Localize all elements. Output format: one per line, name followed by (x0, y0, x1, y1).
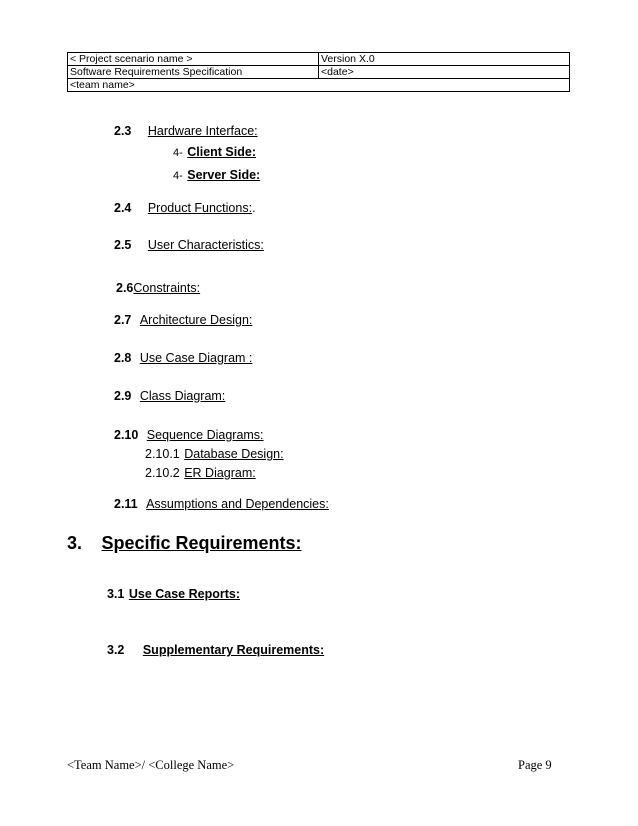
section-2-10-2 (145, 464, 256, 482)
footer-team-college: <Team Name>/ <College Name> (67, 758, 235, 772)
doc-title-cell: Software Requirements Specification (68, 66, 319, 79)
section-number: 2.8 (114, 351, 132, 365)
section-2-8 (114, 349, 252, 367)
section-3-1 (107, 585, 240, 603)
section-number: 2.5 (114, 238, 132, 252)
item-prefix: 4- (173, 147, 183, 159)
section-label: Specific Requirements: (101, 533, 302, 553)
project-name-cell: < Project scenario name > (68, 53, 319, 66)
item-label: Server Side: (187, 168, 261, 182)
section-label: Product Functions: (147, 201, 253, 215)
footer-page-number: Page 9 (518, 758, 552, 772)
section-number: 2.4 (114, 201, 132, 215)
section-label: ER Diagram: (184, 466, 256, 480)
section-number: 2.10.2 (145, 466, 180, 480)
section-2-10 (114, 426, 264, 444)
section-number: 2.3 (114, 124, 132, 138)
section-number: 2.10.1 (145, 447, 180, 461)
section-2-5 (114, 236, 264, 254)
version-cell: Version X.0 (319, 53, 570, 66)
section-label: Database Design: (184, 447, 284, 461)
section-label: Use Case Diagram : (139, 351, 253, 365)
item-prefix: 4- (173, 170, 183, 182)
section-number: 2.9 (114, 389, 132, 403)
section-label: Class Diagram: (139, 389, 226, 403)
section-3-heading (67, 533, 302, 554)
section-number: 3.2 (107, 643, 125, 657)
section-label: Supplementary Requirements: (142, 643, 325, 657)
section-2-4 (114, 199, 256, 217)
section-2-7 (114, 311, 252, 329)
section-number: 2.7 (114, 313, 132, 327)
team-name-cell: <team name> (68, 79, 570, 92)
client-side-item (173, 143, 256, 161)
section-number: 2.6 (116, 281, 134, 295)
section-2-10-1 (145, 445, 284, 463)
section-number: 3. (67, 533, 83, 553)
section-2-3 (114, 122, 258, 140)
section-number: 2.11 (114, 497, 138, 511)
date-cell: <date> (319, 66, 570, 79)
section-label: Use Case Reports: (128, 587, 240, 601)
section-label: Architecture Design: (139, 313, 253, 327)
header-table (67, 52, 570, 92)
section-suffix: . (252, 201, 256, 215)
section-2-11 (114, 495, 329, 513)
section-label: Assumptions and Dependencies: (146, 497, 329, 511)
section-2-6 (116, 279, 200, 297)
section-label: Constraints: (133, 281, 201, 295)
section-label: Sequence Diagrams: (146, 428, 264, 442)
item-label: Client Side: (187, 145, 256, 159)
server-side-item (173, 166, 260, 184)
section-number: 2.10 (114, 428, 139, 442)
section-label: User Characteristics: (147, 238, 264, 252)
section-2-9 (114, 387, 225, 405)
section-3-2 (107, 641, 324, 659)
section-number: 3.1 (107, 587, 125, 601)
section-label: Hardware Interface: (147, 124, 258, 138)
